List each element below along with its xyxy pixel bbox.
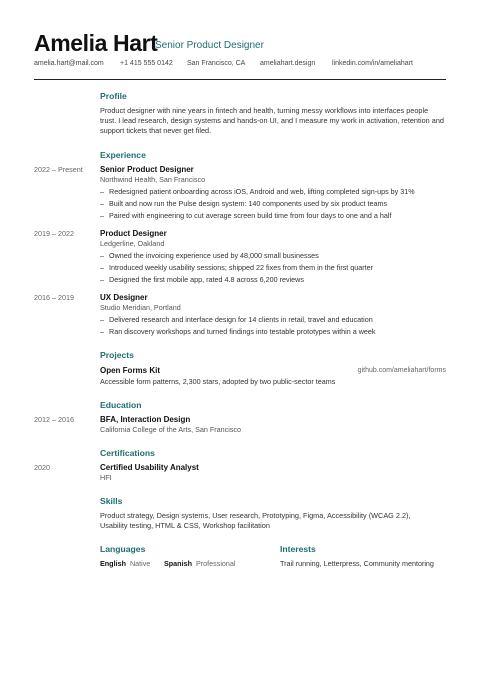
language-name: English — [100, 559, 126, 568]
job-dates: 2019 – 2022 — [34, 229, 74, 238]
skills-text: Product strategy, Design systems, User research, Prototyping, Figma, Accessibility (WCAG 2.2), Usability testing, HTML & CSS, Workshop facilitation — [100, 511, 411, 530]
language-level: Professional — [195, 559, 236, 568]
job-dates: 2016 – 2019 — [34, 293, 74, 302]
interests-text: Trail running, Letterpress, Community mentoring — [280, 559, 434, 568]
contact-line — [34, 59, 446, 69]
job-title: Product Designer — [100, 229, 167, 238]
job-bullet: – Redesigned patient onboarding across iOS, Android and web, lifting completed sign-ups by 31% — [100, 187, 415, 196]
section-title-profile: Profile — [100, 91, 127, 101]
language-item — [100, 559, 150, 569]
job-bullet: – Designed the first mobile app, rated 4.8 across 6,200 reviews — [100, 275, 304, 284]
education-school: California College of the Arts, San Francisco — [100, 425, 242, 434]
contact-email[interactable]: amelia.hart@mail.com — [34, 60, 104, 67]
header-divider — [34, 79, 446, 80]
contact-website[interactable]: ameliahart.design — [260, 60, 316, 67]
section-title-interests: Interests — [280, 544, 316, 554]
project-name: Open Forms Kit — [100, 366, 161, 375]
project-link[interactable]: github.com/ameliahart/forms — [357, 367, 446, 374]
project-description: Accessible form patterns, 2,300 stars, adopted by two public-sector teams — [100, 377, 336, 386]
job-dates: 2022 – Present — [34, 165, 83, 174]
profile-text: Product designer with nine years in fintech and health, turning messy workflows into interfaces people trust. I lead research, design systems and hands-on UI, and I measure my work in activation, retention and support tickets that never get filed. — [100, 106, 444, 135]
section-title-certifications: Certifications — [100, 448, 155, 458]
candidate-name: Amelia Hart — [34, 30, 158, 56]
job-title: UX Designer — [100, 293, 148, 302]
job-bullet: – Introduced weekly usability sessions; shipped 22 fixes from them in the first quarter — [100, 263, 374, 272]
job-title: Senior Product Designer — [100, 165, 194, 174]
section-title-languages: Languages — [100, 544, 146, 554]
certification-issuer: HFI — [100, 473, 112, 482]
job-bullet: – Built and now run the Pulse design system: 140 components used by six product teams — [100, 199, 388, 208]
section-title-experience: Experience — [100, 150, 146, 160]
job-bullet: – Ran discovery workshops and turned findings into testable prototypes within a week — [100, 327, 376, 336]
certification-name: Certified Usability Analyst — [100, 463, 199, 472]
job-bullet: – Owned the invoicing experience used by 48,000 small businesses — [100, 251, 319, 260]
language-name: Spanish — [164, 559, 192, 568]
job-company: Northwind Health, San Francisco — [100, 175, 206, 184]
education-dates: 2012 – 2016 — [34, 415, 74, 424]
candidate-role: Senior Product Designer — [155, 40, 264, 51]
contact-location: San Francisco, CA — [187, 60, 246, 67]
education-degree: BFA, Interaction Design — [100, 415, 191, 424]
job-company: Studio Meridian, Portland — [100, 303, 181, 312]
contact-phone[interactable]: +1 415 555 0142 — [120, 60, 173, 67]
contact-linkedin[interactable]: linkedin.com/in/ameliahart — [332, 60, 413, 67]
section-title-projects: Projects — [100, 350, 134, 360]
job-bullet: – Paired with engineering to cut average screen build time from four days to one and a half — [100, 211, 392, 220]
certification-date: 2020 — [34, 463, 50, 472]
job-bullet: – Delivered research and interface design for 14 clients in retail, travel and education — [100, 315, 373, 324]
language-item — [164, 559, 236, 569]
section-title-education: Education — [100, 400, 142, 410]
section-title-skills: Skills — [100, 496, 123, 506]
job-company: Ledgerline, Oakland — [100, 239, 165, 248]
language-level: Native — [129, 559, 151, 568]
